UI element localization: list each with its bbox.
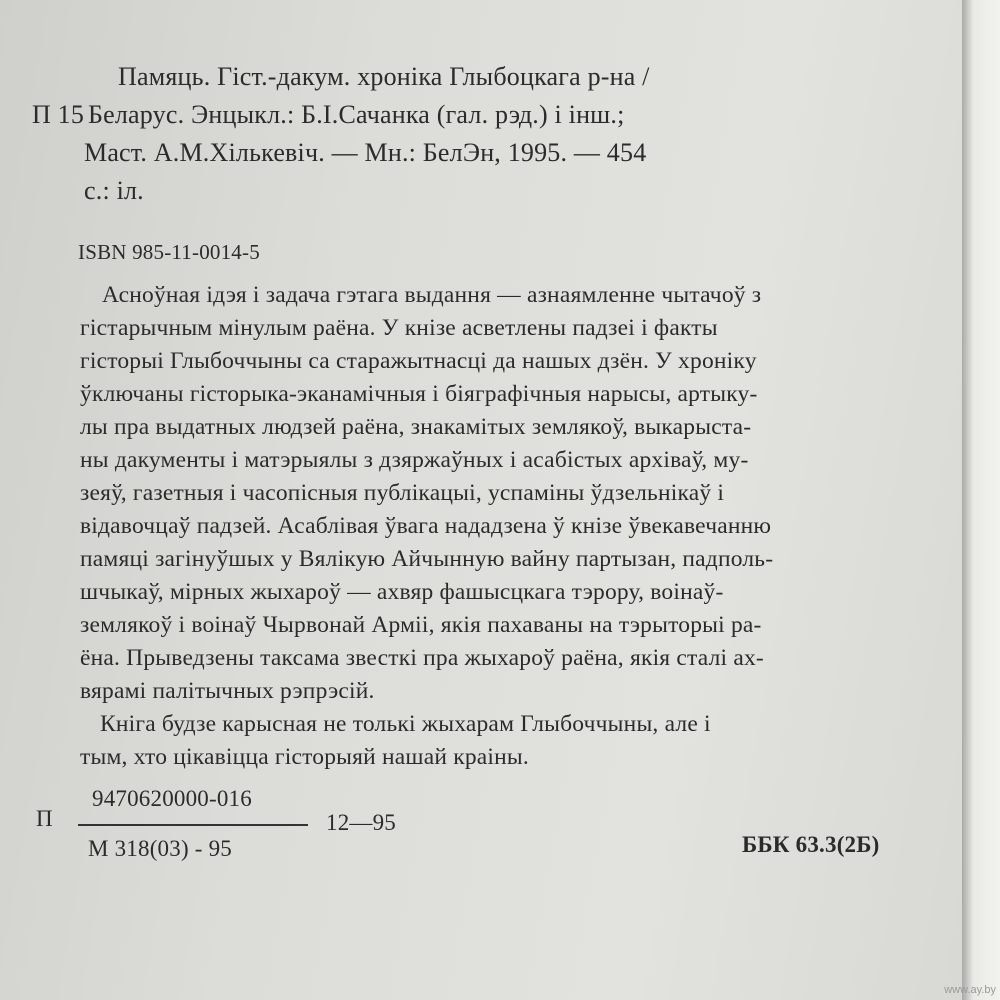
bbk-code: ББК 63.3(2Б) <box>742 832 880 857</box>
code-numerator: 9470620000-016 <box>92 786 252 811</box>
fraction-bar <box>78 824 308 826</box>
page-edge <box>962 0 1000 1000</box>
annotation-line: Асноўная ідэя і задача гэтага выдання — азнаямленне чытачоў з <box>102 282 762 308</box>
isbn: ISBN 985-11-0014-5 <box>78 240 260 264</box>
annotation-line: відавочцаў падзей. Асаблівая ўвага нададзена ў кнізе ўвекавечанню <box>80 513 772 539</box>
annotation-line: памяці загінуўшых у Вялікую Айчынную вайну партызан, падполь- <box>80 546 774 572</box>
annotation-line: ўключаны гісторыка-эканамічныя і біяграфічныя нарысы, артыку- <box>80 381 758 407</box>
annotation-line: зеяў, газетныя і часопісныя публікацыі, успаміны ўдзельнікаў і <box>80 480 725 506</box>
header-line-4: с.: іл. <box>84 176 144 205</box>
watermark: www.ay.by <box>944 984 996 996</box>
annotation-line: гісторыі Глыбоччыны са старажытнасці да нашых дзён. У хроніку <box>80 348 757 374</box>
annotation-line: лы пра выдатных людзей раёна, знакамітых землякоў, выкарыста- <box>80 414 752 440</box>
annotation-line: землякоў і воінаў Чырвонай Арміі, якія пахаваны на тэрыторыі ра- <box>80 612 762 638</box>
header-line-2: Беларус. Энцыкл.: Б.І.Сачанка (гал. рэд.) і інш.; <box>88 100 625 129</box>
annotation-line: ны дакументы і матэрыялы з дзяржаўных і асабістых архіваў, му- <box>80 447 749 473</box>
annotation-line: тым, хто цікавіцца гісторыяй нашай краіны. <box>80 744 529 770</box>
annotation-line: ёна. Прыведзены таксама звесткі пра жыхароў раёна, якія сталі ах- <box>80 645 764 671</box>
code-denominator: М 318(03) - 95 <box>88 836 232 861</box>
annotation-line: Кніга будзе карысная не толькі жыхарам Глыбоччыны, але і <box>100 711 711 737</box>
header-line-1: Памяць. Гіст.-дакум. хроніка Глыбоцкага р-на / <box>118 62 650 91</box>
annotation-line: гістарычным мінулым раёна. У кнізе асветлены падзеі і факты <box>80 315 718 341</box>
annotation-line: шчыкаў, мірных жыхароў — ахвяр фашысцкага тэрору, воінаў- <box>80 579 724 605</box>
catalog-letter: П <box>36 806 53 831</box>
annotation-line: вярамі палітычных рэпрэсій. <box>80 678 375 704</box>
header-line-3: Маст. А.М.Хількевіч. — Мн.: БелЭн, 1995. — 454 <box>84 138 647 167</box>
code-suffix: 12—95 <box>326 810 396 835</box>
catalog-index: П 15 <box>32 100 85 129</box>
